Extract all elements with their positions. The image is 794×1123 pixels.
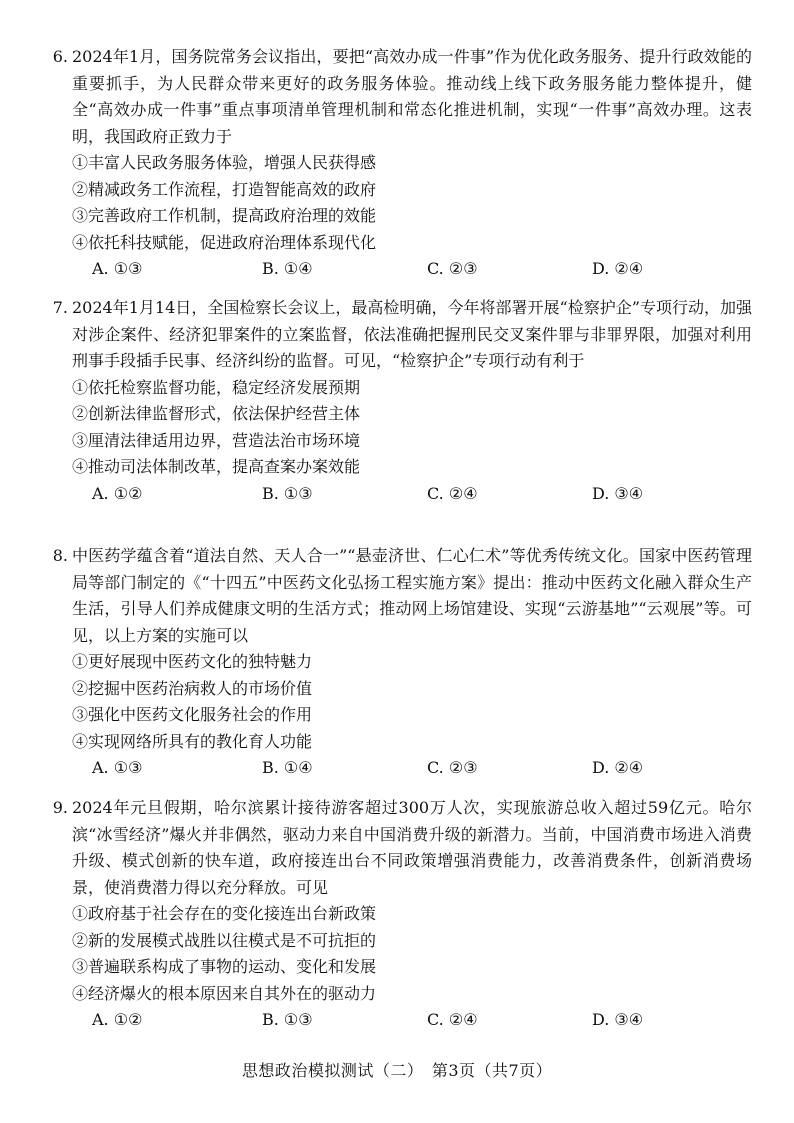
question-9 [52,795,752,1034]
question-stem: 中医药学蕴含着“道法自然、天人合一”“悬壶济世、仁心仁术”等优秀传统文化。国家中医药管理局等部门制定的《“十四五”中医药文化弘扬工程实施方案》提出：推动中医药文化融入群众生产生活，引导人们养成健康文明的生活方式；推动网上场馆建设、实现“云游基地”“云观展”等。可见，以上方案的实施可以 [72,546,752,645]
statement-4: ④推动司法体制改革，提高查案办案效能 [72,457,361,476]
option-a: A. ①③ [92,259,143,278]
statement-3: ③强化中医药文化服务社会的作用 [72,705,313,724]
option-c: C. ②③ [427,259,478,278]
option-d: D. ③④ [592,483,644,503]
statement-4: ④经济爆火的根本原因来自其外在的驱动力 [72,983,377,1003]
question-stem: 2024年1月，国务院常务会议指出，要把“高效办成一件事”作为优化政务服务、提升行政效能的重要抓手，为人民群众带来更好的政务服务体验。推动线上线下政务服务能力整体提升，健全“高效办成一件事”重点事项清单管理机制和常态化推进机制，实现“一件事”高效办理。这表明，我国政府正致力于 [72,47,752,146]
statement-2: ②挖掘中医药治病救人的市场价值 [72,678,313,698]
statement-4: ④实现网络所具有的教化育人功能 [72,731,313,751]
option-a: A. ①② [92,483,143,503]
option-a: A. ①③ [92,758,143,777]
statement-1: ①更好展现中医药文化的独特魅力 [72,652,313,671]
question-stem: 2024年元旦假期，哈尔滨累计接待游客超过300万人次，实现旅游总收入超过59亿元。哈尔滨“冰雪经济”爆火并非偶然，驱动力来自中国消费升级的新潜力。当前，中国消费市场进入消费升级、模式创新的快车道，政府接连出台不同政策增强消费能力，改善消费条件，创新消费场景，使消费潜力得以充分释放。可见 [72,798,752,897]
question-number: 7. [52,298,68,317]
statement-3: ③普遍联系构成了事物的运动、变化和发展 [72,957,377,976]
option-d: D. ③④ [592,1010,644,1029]
statement-4: ④依托科技赋能，促进政府治理体系现代化 [72,232,377,252]
question-number: 6. [52,47,68,66]
page-footer: 思想政治模拟测试（二） 第3页（共7页） [241,1061,553,1080]
answer-options [72,481,752,508]
option-c: C. ②④ [427,1010,478,1029]
option-d: D. ②④ [592,758,644,777]
option-b: B. ①③ [262,483,313,503]
statement-1: ①政府基于社会存在的变化接连出台新政策 [72,904,377,923]
statement-1: ①丰富人民政务服务体验，增强人民获得感 [72,153,377,172]
question-6 [52,44,752,283]
statement-2: ②创新法律监督形式，依法保护经营主体 [72,404,361,423]
question-8 [52,543,752,782]
question-number: 8. [52,546,68,565]
statement-2: ②新的发展模式战胜以往模式是不可抗拒的 [72,930,377,950]
option-d: D. ②④ [592,259,644,278]
question-7 [52,295,752,508]
statement-1: ①依托检察监督功能，稳定经济发展预期 [72,377,361,397]
answer-options [72,256,752,283]
option-b: B. ①④ [262,259,313,278]
option-b: B. ①③ [262,1010,313,1029]
statement-2: ②精减政务工作流程，打造智能高效的政府 [72,179,377,199]
statement-3: ③厘清法律适用边界，营造法治市场环境 [72,430,361,450]
option-c: C. ②④ [427,483,478,503]
option-c: C. ②③ [427,758,478,777]
statement-3: ③完善政府工作机制，提高政府治理的效能 [72,206,377,225]
answer-options [72,755,752,782]
answer-options [72,1007,752,1034]
question-number: 9. [52,798,68,817]
question-stem: 2024年1月14日，全国检察长会议上，最高检明确，今年将部署开展“检察护企”专项行动，加强对涉企案件、经济犯罪案件的立案监督，依法准确把握刑民交叉案件罪与非罪界限，加强对利用刑事手段插手民事、经济纠纷的监督。可见，“检察护企”专项行动有利于 [72,298,752,370]
option-b: B. ①④ [262,758,313,777]
option-a: A. ①② [92,1010,143,1029]
